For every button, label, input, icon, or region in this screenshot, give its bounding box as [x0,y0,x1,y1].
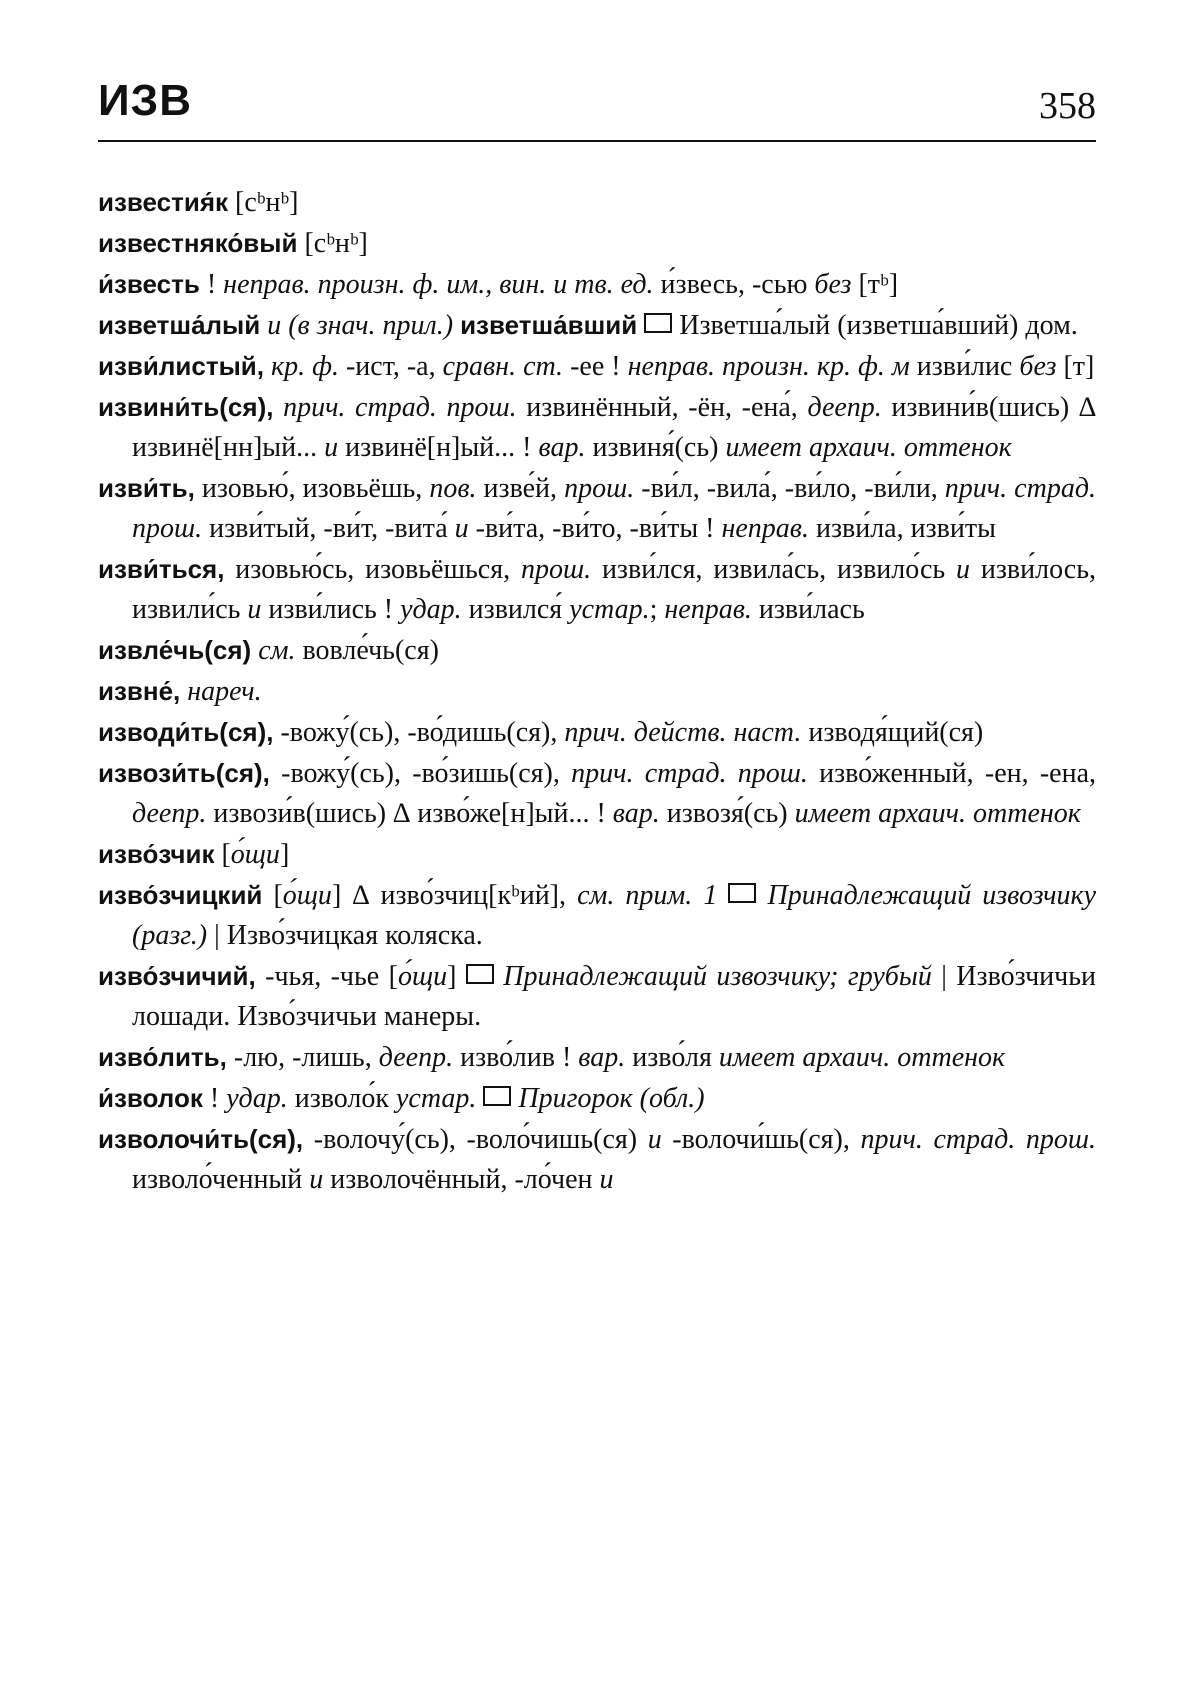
entry-text: [сᵇнᵇ] [228,187,299,218]
grammar-note: прош. [564,473,635,504]
entry-text: изовью́, изовьёшь, [194,473,430,504]
grammar-note: удар. [400,594,462,625]
entry-text: Изветша́лый (изветша́вший) дом. [672,310,1078,341]
headword: изводи́ть(ся), [98,717,274,747]
headword: изви́ть, [98,473,195,503]
dictionary-entry [98,223,1096,264]
grammar-note: деепр. [378,1042,454,1073]
grammar-note: о́щи [397,961,448,992]
grammar-note: кр. ф. [270,351,339,382]
entry-text: [тᵇ] [851,269,899,300]
entry-text: ] [279,839,290,870]
grammar-note: и [309,1164,324,1195]
entry-text: ; [649,594,665,625]
entry-text: -вожу́(сь), -во́зишь(ся), [269,758,572,789]
grammar-note: пов. [429,473,477,504]
grammar-note: и [599,1164,614,1195]
grammar-note: см. прим. 1 [577,880,718,911]
dictionary-entry [98,753,1096,834]
entry-text: извиня́(сь) [585,432,726,463]
entry-text: изовью́сь, изовьёшься, [224,554,521,585]
headword: изво́зчицкий [98,880,263,910]
headword: изветша́лый [98,310,261,340]
grammar-note: неправ. [664,594,752,625]
entry-text: извози́в(шись) ∆ изво́же[н]ый... ! [206,798,613,829]
headword: изво́зчичий, [98,961,256,991]
grammar-note: нареч. [187,676,262,707]
headword: изви́листый, [98,351,264,381]
entry-list [98,182,1096,1200]
headword: известия́к [98,187,229,217]
dictionary-entry [98,549,1096,630]
headword: известняко́вый [98,228,298,258]
grammar-note: см. [258,635,296,666]
grammar-note: без [1019,351,1057,382]
entry-text: изводя́щий(ся) [801,717,984,748]
entry-text: -волочи́шь(ся), [661,1124,861,1155]
entry-text: [ [214,839,231,870]
entry-text: ! [199,269,224,300]
dictionary-entry [98,834,1096,875]
grammar-note: прич. страд. прош. [132,473,1096,544]
headword: изво́лить, [98,1042,227,1072]
entry-text: изво́лив ! [453,1042,579,1073]
entry-text: извини́в(шись) ∆ извинё[нн]ый... [132,392,1097,463]
grammar-note: деепр. [132,798,207,829]
grammar-note: о́щи [230,839,280,870]
page-number: 358 [1039,85,1096,127]
entry-text: [сᵇнᵇ] [297,228,368,259]
entry-text: -чья, -чье [ [255,961,398,992]
grammar-note: Принадлежащий извозчику (разг.) [132,880,1097,951]
entry-text: -лю, -лишь, [226,1042,379,1073]
grammar-note: вар. [612,798,660,829]
entry-text: -ее ! [563,351,628,382]
entry-text: изве́й, [476,473,565,504]
entry-text: изви́лся, извила́сь, извило́сь [591,554,957,585]
entry-text [264,351,271,382]
dictionary-entry [98,1119,1096,1200]
square-box-icon [466,964,494,984]
entry-text: [т] [1056,351,1095,382]
grammar-note: сравн. ст. [442,351,564,382]
page-header [98,76,1096,142]
dictionary-entry [98,346,1096,387]
entry-text: извинённый, -ён, -ена́, [516,392,808,423]
entry-text: -ист, -а, [338,351,443,382]
dictionary-entry [98,671,1096,712]
square-box-icon [483,1086,511,1106]
grammar-note: прич. страд. прош. [860,1124,1096,1155]
grammar-note: имеет архаич. оттенок [718,1042,1006,1073]
headword: изво́зчик [98,839,215,869]
headword: изветша́вший [460,310,638,340]
grammar-note: прич. страд. прош. [283,392,517,423]
grammar-note: прош. [520,554,592,585]
headword: извле́чь(ся) [98,635,252,665]
entry-text: изви́лись ! [261,594,401,625]
grammar-note: деепр. [807,392,882,423]
entry-text: изво́женный, -ен, -ена, [807,758,1097,789]
headword: и́зволок [98,1083,203,1113]
entry-text: ! [202,1083,227,1114]
grammar-note: неправ. произн. ф. им., вин. и тв. ед. [223,269,654,300]
entry-text: изво́ля [625,1042,719,1073]
dictionary-entry [98,956,1096,1037]
dictionary-entry [98,182,1096,223]
grammar-note: устар. [395,1083,477,1114]
grammar-note: прич. действ. наст. [564,717,802,748]
entry-text: -ви́та, -ви́то, -ви́ты ! [468,513,722,544]
grammar-note: вар. [538,432,586,463]
entry-text: вовле́чь(ся) [295,635,439,666]
dictionary-entry [98,630,1096,671]
entry-text: | Изво́зчицкая коляска. [207,920,483,951]
headword: извози́ть(ся), [98,758,270,788]
entry-text: ] ∆ изво́зчиц[кᵇий], [331,880,578,911]
headword: извне́, [98,676,181,706]
grammar-note: имеет архаич. оттенок [794,798,1081,829]
entry-text: изволо́к [287,1083,396,1114]
grammar-note: вар. [578,1042,626,1073]
dictionary-entry [98,875,1096,956]
entry-text [476,1083,483,1114]
grammar-note: неправ. [721,513,809,544]
dictionary-entry [98,712,1096,753]
grammar-note: и [647,1124,662,1155]
entry-text: изволочённый, -ло́чен [323,1164,600,1195]
dictionary-entry [98,1037,1096,1078]
grammar-note: о́щи [282,880,332,911]
entry-text: и́звесь, -сью [653,269,815,300]
grammar-note: и [956,554,971,585]
square-box-icon [644,313,672,333]
grammar-note: и [454,513,469,544]
dictionary-entry [98,305,1096,346]
dictionary-entry [98,468,1096,549]
grammar-note: Принадлежащий извозчику; грубый [503,961,932,992]
grammar-note: без [814,269,852,300]
entry-text [717,880,728,911]
entry-text: -волочу́(сь), -воло́чишь(ся) [303,1124,648,1155]
entry-text [637,310,644,341]
headword: и́звесть [98,269,200,299]
grammar-note: удар. [226,1083,288,1114]
grammar-note: имеет архаич. оттенок [725,432,1012,463]
entry-text: изви́ла, изви́ты [808,513,996,544]
entry-text: -ви́л, -вила́, -ви́ло, -ви́ли, [634,473,945,504]
entry-text: изви́лис [909,351,1020,382]
running-head: ИЗВ [98,76,192,125]
entry-text: | Изво́зчичьи лошади. Изво́зчичьи манеры. [132,961,1096,1032]
dictionary-entry [98,264,1096,305]
grammar-note: устар. [569,594,650,625]
headword: извини́ть(ся), [98,392,274,422]
grammar-note: Пригорок (обл.) [518,1083,705,1114]
dictionary-entry [98,1078,1096,1119]
entry-text [273,392,283,423]
square-box-icon [728,883,756,903]
entry-text: -вожу́(сь), -во́дишь(ся), [273,717,565,748]
grammar-note: и [247,594,262,625]
grammar-note: неправ. произн. кр. ф. м [627,351,910,382]
grammar-note: прич. страд. прош. [571,758,808,789]
grammar-note: и [324,432,339,463]
entry-text: ] [447,961,466,992]
entry-text: извился́ [461,594,570,625]
headword: изволочи́ть(ся), [98,1124,304,1154]
entry-text: изви́тый, -ви́т, -вита́ [202,513,455,544]
entry-text: изви́лась [751,594,865,625]
entry-text: извинё[н]ый... ! [338,432,539,463]
grammar-note: и (в знач. прил.) [267,310,454,341]
entry-text: [ [262,880,283,911]
headword: изви́ться, [98,554,225,584]
entry-text: извозя́(сь) [659,798,795,829]
entry-text [453,310,460,341]
dictionary-entry [98,387,1096,468]
entry-text: изволо́ченный [132,1164,310,1195]
entry-text: изви́лось, извили́сь [132,554,1097,625]
